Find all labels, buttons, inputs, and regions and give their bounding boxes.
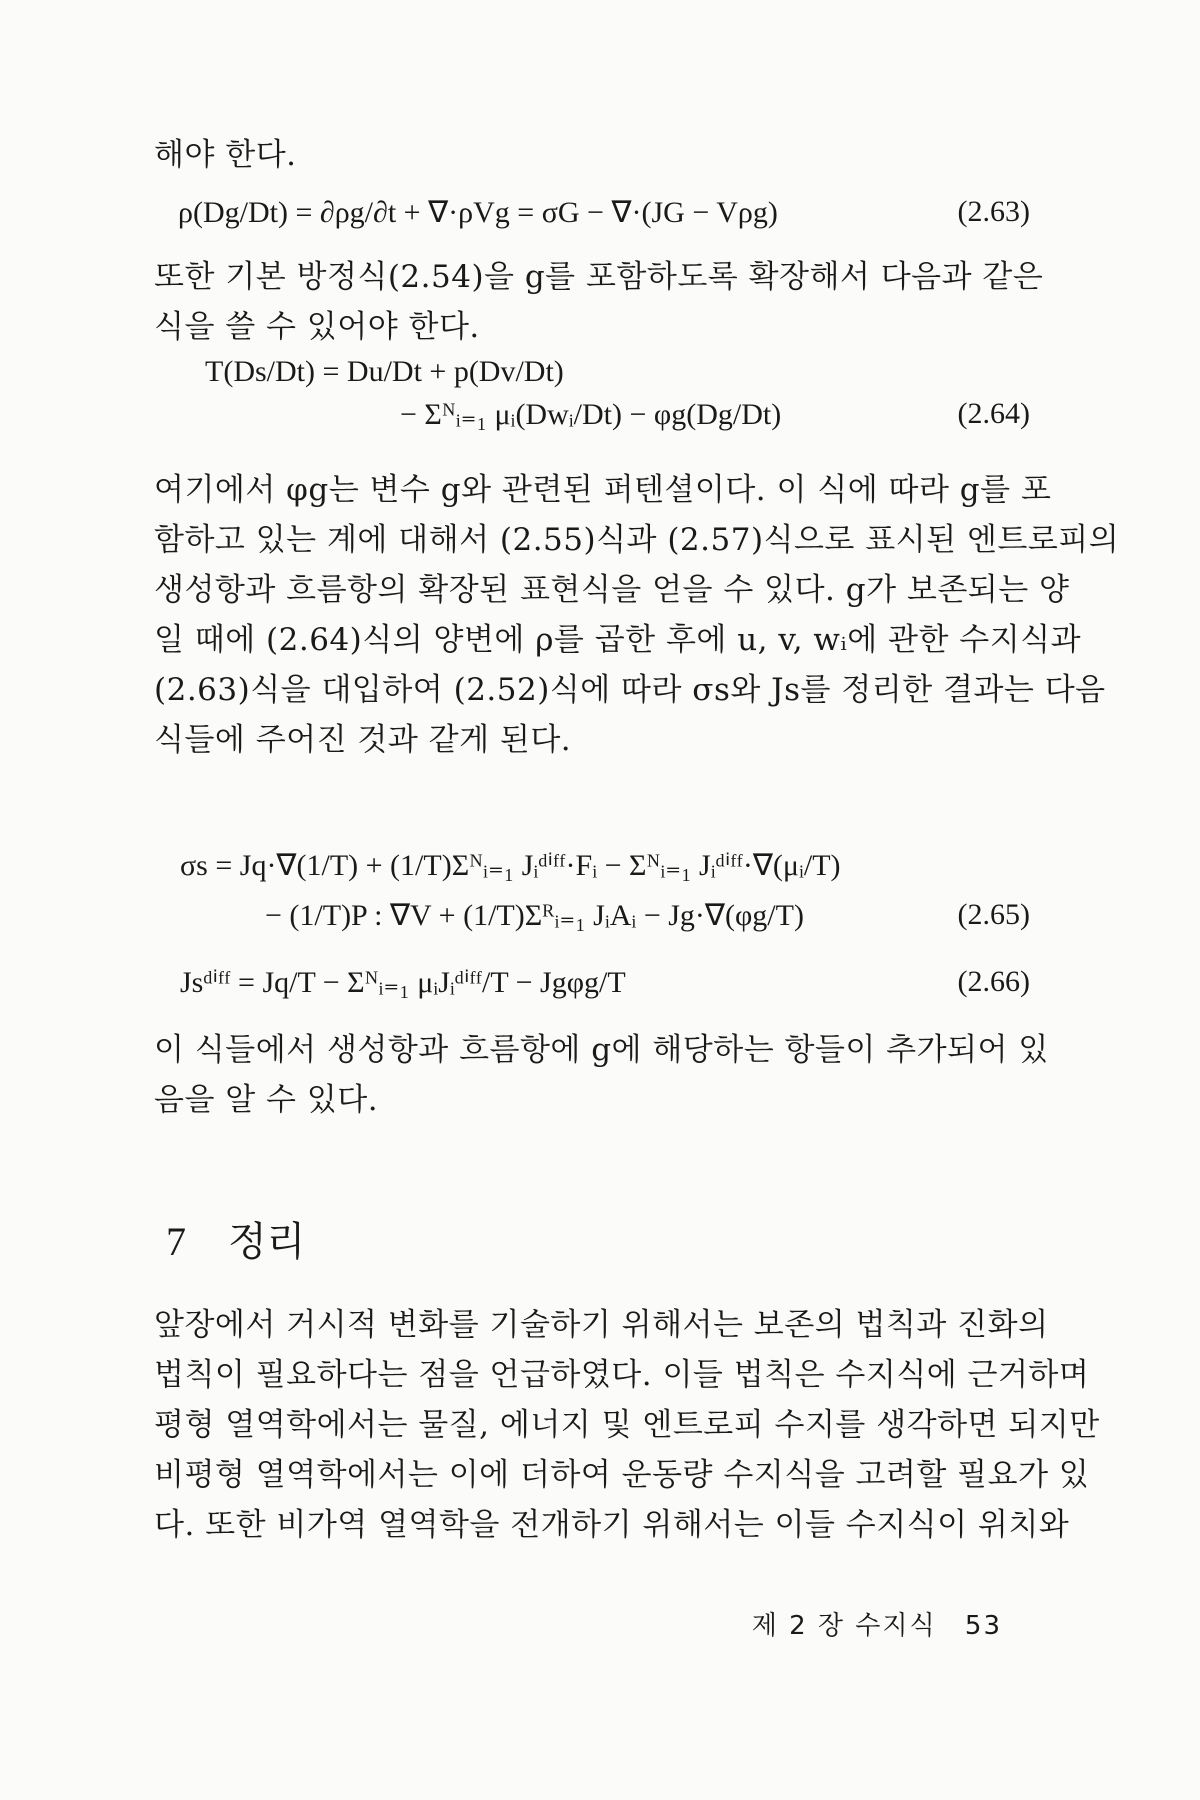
section-title: 정리 [228,1219,306,1265]
text-line: 식을 쓸 수 있어야 한다. [154,309,480,345]
section-heading [166,1210,305,1267]
text-line: 여기에서 φg는 변수 g와 관련된 퍼텐셜이다. 이 식에 따라 g를 포 [154,472,1052,508]
equation-number: (2.66) [957,965,1030,998]
text-line: 다. 또한 비가역 열역학을 전개하기 위해서는 이들 수지식이 위치와 [154,1507,1070,1543]
equation-2-64-line2: − Σᴺᵢ₌₁ μᵢ(Dwᵢ/Dt) − φg(Dg/Dt) [400,398,782,431]
text-line: 이 식들에서 생성항과 흐름항에 g에 해당하는 항들이 추가되어 있 [154,1032,1049,1068]
section-number: 7 [166,1219,186,1264]
text-line: 생성항과 흐름항의 확장된 표현식을 얻을 수 있다. g가 보존되는 양 [154,572,1070,608]
equation-2-65-line1: σs = Jq·∇(1/T) + (1/T)Σᴺᵢ₌₁ Jᵢᵈⁱᶠᶠ·Fᵢ − Σᴺᵢ₌₁ Jᵢᵈⁱᶠᶠ·∇(μᵢ/T) [180,849,841,882]
equation-2-64-line1: T(Ds/Dt) = Du/Dt + p(Dv/Dt) [205,355,564,388]
paragraph-1 [154,252,1044,352]
equation-2-63: ρ(Dg/Dt) = ∂ρg/∂t + ∇·ρVg = σG − ∇·(JG − Vρg) [178,196,778,229]
equation-2-65-line2: − (1/T)P : ∇V + (1/T)Σᴿᵢ₌₁ JᵢAᵢ − Jg·∇(φg/T) [265,899,804,932]
text-line: (2.63)식을 대입하여 (2.52)식에 따라 σs와 Js를 정리한 결과는 다음 [154,672,1106,708]
equation-number: (2.63) [957,195,1030,228]
text-line: 비평형 열역학에서는 이에 더하여 운동량 수지식을 고려할 필요가 있 [154,1457,1090,1493]
text-line: 해야 한다. [154,137,297,173]
text-line: 음을 알 수 있다. [154,1082,379,1118]
equation-2-66: Jsᵈⁱᶠᶠ = Jq/T − Σᴺᵢ₌₁ μᵢJᵢᵈⁱᶠᶠ/T − Jgφg/T [180,966,626,999]
text-line: 함하고 있는 계에 대해서 (2.55)식과 (2.57)식으로 표시된 엔트로피의 [154,522,1120,558]
text-line: 식들에 주어진 것과 같게 된다. [154,722,572,758]
paragraph-4 [154,1300,1100,1550]
equation-number: (2.65) [957,898,1030,931]
intro-text [154,130,1034,180]
text-line: 일 때에 (2.64)식의 양변에 ρ를 곱한 후에 u, v, wᵢ에 관한 수지식과 [154,622,1082,658]
equation-number: (2.64) [957,397,1030,430]
text-line: 평형 열역학에서는 물질, 에너지 및 엔트로피 수지를 생각하면 되지만 [154,1407,1100,1443]
text-line: 앞장에서 거시적 변화를 기술하기 위해서는 보존의 법칙과 진화의 [154,1307,1049,1343]
paragraph-3 [154,1025,1049,1125]
text-line: 법칙이 필요하다는 점을 언급하였다. 이들 법칙은 수지식에 근거하며 [154,1357,1090,1393]
text-line: 또한 기본 방정식(2.54)을 g를 포함하도록 확장해서 다음과 같은 [154,259,1044,295]
paragraph-2 [154,465,1120,765]
page-footer [752,1605,1002,1642]
page-number: 53 [964,1611,1002,1641]
chapter-label: 제 2 장 수지식 [751,1611,937,1641]
